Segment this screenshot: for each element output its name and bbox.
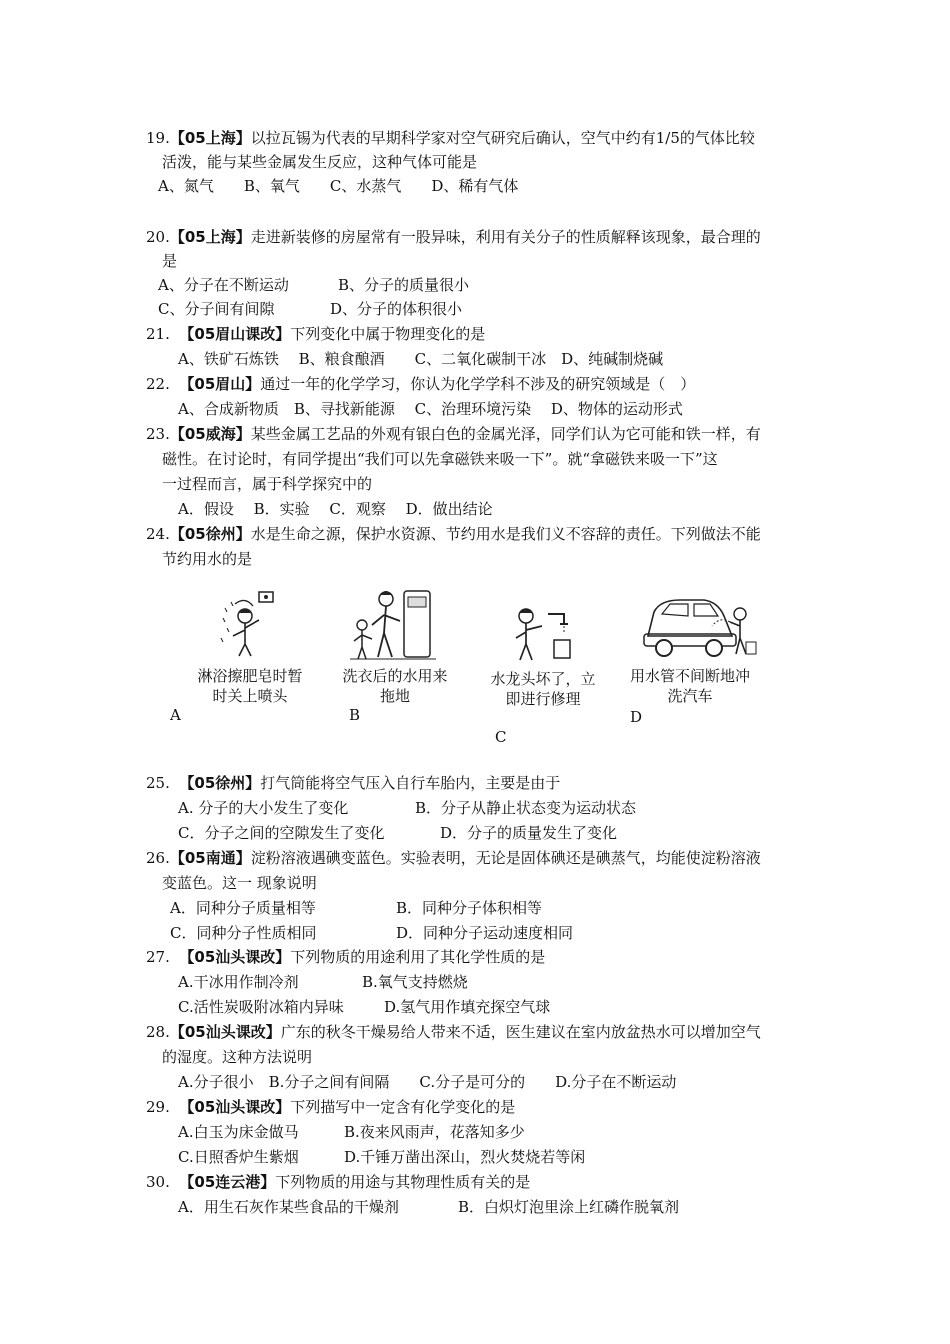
faucet-repair-icon bbox=[508, 604, 578, 662]
option-d: D．分子的质量发生了变化 bbox=[440, 824, 618, 842]
shower-illustration bbox=[215, 588, 285, 658]
source-tag: 【05上海】 bbox=[169, 228, 251, 246]
option-d: D.氢气用作填充探空气球 bbox=[384, 998, 551, 1016]
option-c: C.活性炭吸附冰箱内异味 bbox=[178, 998, 344, 1016]
option-a: A.白玉为床金做马 bbox=[178, 1123, 299, 1141]
question-28-text-2: 的湿度。这种方法说明 bbox=[162, 1048, 313, 1066]
question-number: 21. bbox=[146, 325, 170, 343]
source-tag: 【05连云港】 bbox=[179, 1173, 276, 1191]
question-text: 下列变化中属于物理变化的是 bbox=[290, 325, 486, 343]
question-text: 淀粉溶液遇碘变蓝色。实验表明，无论是固体碘还是碘蒸气，均能使淀粉溶液 bbox=[250, 849, 761, 867]
question-21-options: A、铁矿石炼铁 B、粮食酿酒 C、二氧化碳制干冰 D、纯碱制烧碱 bbox=[178, 350, 664, 368]
question-23 bbox=[146, 423, 761, 445]
option-a: A. 分子的大小发生了变化 bbox=[178, 799, 349, 817]
option-d: D.千锤万凿出深山，烈火焚烧若等闲 bbox=[344, 1148, 586, 1166]
question-number: 25. bbox=[146, 774, 170, 792]
question-text: 下列物质的用途利用了其化学性质的是 bbox=[290, 948, 546, 966]
question-28-options: A.分子很小 B.分子之间有间隔 C.分子是可分的 D.分子在不断运动 bbox=[178, 1073, 677, 1091]
option-b: B.氧气支持燃烧 bbox=[362, 973, 468, 991]
option-a: A．用生石灰作某些食品的干燥剂 bbox=[178, 1198, 399, 1216]
source-tag: 【05威海】 bbox=[169, 425, 251, 443]
question-30 bbox=[146, 1171, 530, 1193]
source-tag: 【05汕头课改】 bbox=[179, 1098, 291, 1116]
laundry-illustration bbox=[348, 585, 438, 663]
option-b: B．白炽灯泡里涂上红磷作脱氧剂 bbox=[458, 1198, 680, 1216]
question-22-options: A、合成新物质 B、寻找新能源 C、治理环境污染 D、物体的运动形式 bbox=[178, 400, 683, 418]
source-tag: 【05上海】 bbox=[169, 129, 251, 147]
question-number: 30. bbox=[146, 1173, 170, 1191]
question-19 bbox=[146, 127, 755, 149]
option-d: D、分子的体积很小 bbox=[330, 300, 463, 318]
question-24-text-2: 节约用水的是 bbox=[162, 550, 253, 568]
figure-c-caption: 水龙头坏了，立即进行修理 bbox=[490, 670, 596, 708]
option-a: A、分子在不断运动 bbox=[158, 276, 289, 294]
question-text: 广东的秋冬干燥易给人带来不适，医生建议在室内放盆热水可以增加空气 bbox=[280, 1023, 761, 1041]
question-text: 水是生命之源，保护水资源、节约用水是我们义不容辞的责任。下列做法不能 bbox=[250, 525, 761, 543]
figure-b-label: B bbox=[349, 706, 361, 724]
question-26-text-2: 变蓝色。这一 现象说明 bbox=[162, 874, 317, 892]
laundry-people-icon bbox=[348, 585, 438, 663]
car-washing-illustration bbox=[640, 592, 760, 660]
question-number: 24. bbox=[146, 525, 170, 543]
source-tag: 【05汕头课改】 bbox=[169, 1023, 281, 1041]
question-text: 以拉瓦锡为代表的早期科学家对空气研究后确认，空气中约有1/5的气体比较 bbox=[250, 129, 755, 147]
question-text: 打气筒能将空气压入自行车胎内，主要是由于 bbox=[260, 774, 561, 792]
option-d: D．同种分子运动速度相同 bbox=[396, 924, 574, 942]
option-a: A.干冰用作制冷剂 bbox=[178, 973, 299, 991]
figure-d-caption: 用水管不间断地冲洗汽车 bbox=[630, 667, 751, 705]
question-19-text-2: 活泼，能与某些金属发生反应，这种气体可能是 bbox=[162, 153, 478, 171]
question-number: 23. bbox=[146, 425, 170, 443]
question-number: 28. bbox=[146, 1023, 170, 1041]
question-27 bbox=[146, 946, 545, 968]
source-tag: 【05眉山课改】 bbox=[179, 325, 291, 343]
source-tag: 【05徐州】 bbox=[179, 774, 261, 792]
source-tag: 【05南通】 bbox=[169, 849, 251, 867]
question-number: 29. bbox=[146, 1098, 170, 1116]
figure-c-label: C bbox=[495, 728, 507, 746]
question-19-options: A、氮气 B、氧气 C、水蒸气 D、稀有气体 bbox=[158, 177, 519, 195]
source-tag: 【05眉山】 bbox=[179, 375, 261, 393]
option-c: C．分子之间的空隙发生了变化 bbox=[178, 824, 385, 842]
question-25 bbox=[146, 772, 560, 794]
option-b: B．分子从静止状态变为运动状态 bbox=[415, 799, 637, 817]
figure-b-caption: 洗衣后的水用来拖地 bbox=[342, 667, 448, 705]
question-23-text-2: 磁性。在讨论时，有同学提出“我们可以先拿磁铁来吸一下”。就“拿磁铁来吸一下”这 bbox=[162, 450, 718, 468]
figure-d-label: D bbox=[630, 708, 643, 726]
question-22 bbox=[146, 373, 695, 395]
figure-a-caption: 淋浴擦肥皂时暂时关上喷头 bbox=[197, 667, 303, 705]
option-b: B、分子的质量很小 bbox=[338, 276, 470, 294]
option-b: B．同种分子体积相等 bbox=[396, 899, 543, 917]
figure-a-label: A bbox=[170, 706, 181, 724]
faucet-repair-illustration bbox=[508, 604, 578, 662]
question-26 bbox=[146, 847, 761, 869]
question-23-text-3: 一过程而言，属于科学探究中的 bbox=[162, 475, 373, 493]
question-number: 26. bbox=[146, 849, 170, 867]
option-c: C、分子间有间隙 bbox=[158, 300, 275, 318]
question-text: 通过一年的化学学习，你认为化学学科不涉及的研究领域是（ ） bbox=[260, 375, 696, 393]
question-29 bbox=[146, 1096, 515, 1118]
question-24 bbox=[146, 523, 761, 545]
option-c: C．同种分子性质相同 bbox=[170, 924, 317, 942]
option-a: A．同种分子质量相等 bbox=[170, 899, 316, 917]
question-text: 走进新装修的房屋常有一股异味，利用有关分子的性质解释该现象，最合理的 bbox=[250, 228, 761, 246]
question-number: 22. bbox=[146, 375, 170, 393]
question-number: 19. bbox=[146, 129, 170, 147]
question-text: 某些金属工艺品的外观有银白色的金属光泽，同学们认为它可能和铁一样，有 bbox=[250, 425, 761, 443]
question-21 bbox=[146, 323, 485, 345]
option-b: B.夜来风雨声，花落知多少 bbox=[344, 1123, 525, 1141]
question-20-text-2: 是 bbox=[162, 252, 178, 270]
question-text: 下列物质的用途与其物理性质有关的是 bbox=[275, 1173, 531, 1191]
question-number: 20. bbox=[146, 228, 170, 246]
source-tag: 【05徐州】 bbox=[169, 525, 251, 543]
question-20 bbox=[146, 226, 761, 248]
source-tag: 【05汕头课改】 bbox=[179, 948, 291, 966]
question-text: 下列描写中一定含有化学变化的是 bbox=[290, 1098, 516, 1116]
question-23-options: A．假设 B．实验 C．观察 D．做出结论 bbox=[178, 500, 493, 518]
question-28 bbox=[146, 1021, 761, 1043]
question-number: 27. bbox=[146, 948, 170, 966]
option-c: C.日照香炉生紫烟 bbox=[178, 1148, 299, 1166]
shower-person-icon bbox=[215, 588, 285, 658]
car-wash-icon bbox=[640, 592, 760, 660]
